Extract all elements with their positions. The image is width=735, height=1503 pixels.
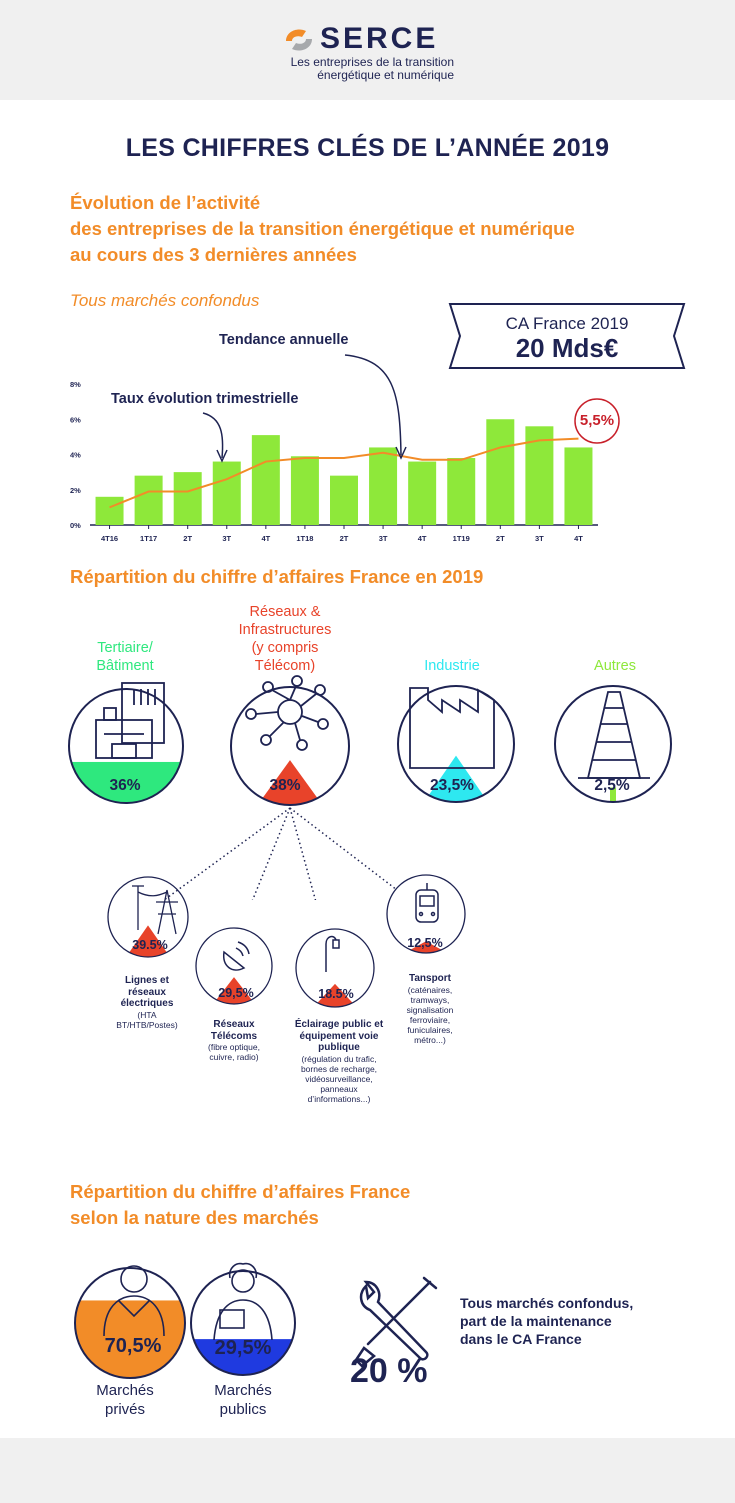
x-tick-label: 1T19	[452, 534, 470, 543]
market-pct-private: 70,5%	[104, 1335, 162, 1357]
y-tick-label: 0%	[70, 521, 81, 530]
x-tick-label: 3T	[222, 534, 232, 543]
ca-value: 20 Mds€	[515, 333, 619, 363]
x-tick-label: 1T17	[140, 534, 158, 543]
section1-subtitle: Tous marchés confondus	[70, 291, 260, 310]
y-tick-label: 8%	[70, 380, 81, 389]
x-tick-label: 4T	[261, 534, 271, 543]
maintenance-value: 20 %	[350, 1352, 428, 1390]
y-tick-label: 6%	[70, 415, 81, 425]
sub-label-eclairage: Éclairage public et équipement voie publique (régulation du trafic, bornes de recharge, vidéosurveillance, panneaux d’informations...)	[294, 1019, 384, 1104]
market-pct-public: 29,5%	[214, 1337, 272, 1359]
y-tick-label: 4%	[70, 450, 81, 460]
market-label-private: Marchés privés	[96, 1382, 154, 1418]
sub-label-lignes: Lignes et réseaux électriques (HTA BT/HTB/Postes)	[116, 975, 178, 1030]
sub-pct-telecoms: 29,5%	[218, 986, 254, 1000]
x-tick-label: 2T	[495, 534, 505, 543]
section1-title: Évolution de l’activité des entreprises de la transition énergétique et numérique au cours des 3 dernières années	[70, 192, 575, 265]
x-tick-label: 4T	[574, 534, 583, 543]
category-pct-reseaux: 38%	[269, 777, 301, 794]
category-pct-autres: 2,5%	[594, 777, 630, 794]
market-label-public: Marchés publics	[214, 1382, 272, 1418]
page-title: LES CHIFFRES CLÉS DE L’ANNÉE 2019	[125, 134, 610, 162]
quarterly-annotation: Taux évolution trimestrielle	[111, 391, 299, 407]
category-label-reseaux: Réseaux & Infrastructures (y compris Télécom)	[238, 604, 332, 674]
sub-label-telecoms: Réseaux Télécoms (fibre optique, cuivre, radio)	[208, 1019, 260, 1062]
category-label-autres: Autres	[594, 658, 636, 674]
x-tick-label: 4T16	[100, 534, 119, 543]
last-value-label: 5,5%	[579, 412, 615, 429]
x-tick-label: 2T	[183, 534, 193, 543]
x-tick-label: 4T	[417, 534, 427, 543]
maintenance-text: Tous marchés confondus, part de la maintenance dans le CA France	[460, 1295, 634, 1347]
sub-label-transport: Tansport (caténaires, tramways, signalisation ferroviaire, funiculaires, métro...)	[406, 973, 454, 1045]
ca-label: CA France 2019	[505, 314, 629, 333]
category-label-tertiaire: Tertiaire/ Bâtiment	[96, 640, 154, 674]
sub-pct-lignes: 39.5%	[132, 938, 168, 952]
category-pct-tertiaire: 36%	[109, 777, 141, 794]
footer-band	[0, 1438, 735, 1503]
x-tick-label: 3T	[535, 534, 544, 543]
x-tick-label: 1T18	[296, 534, 314, 543]
category-label-industrie: Industrie	[424, 658, 480, 674]
sub-pct-eclairage: 18.5%	[318, 987, 354, 1001]
logo-tagline: Les entreprises de la transition énergétique et numérique	[290, 55, 454, 82]
category-pct-industrie: 23,5%	[430, 777, 474, 794]
section2-title: Répartition du chiffre d’affaires France en 2019	[70, 566, 484, 587]
section3-title: Répartition du chiffre d’affaires France selon la nature des marchés	[70, 1181, 411, 1228]
sub-pct-transport: 12,5%	[407, 936, 443, 950]
trend-annotation: Tendance annuelle	[219, 332, 349, 348]
y-tick-label: 2%	[70, 485, 81, 495]
x-tick-label: 2T	[339, 534, 349, 543]
logo-word: SERCE	[320, 22, 439, 55]
x-tick-label: 3T	[378, 534, 388, 543]
